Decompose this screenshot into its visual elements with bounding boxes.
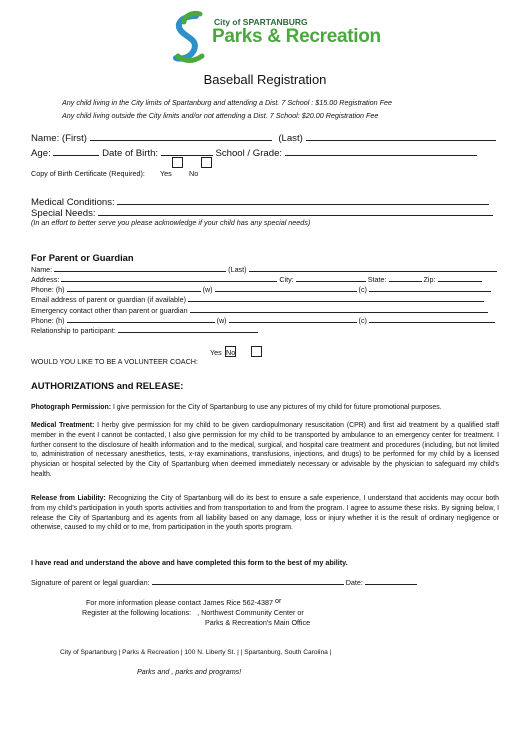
register-text: Register at the following locations: xyxy=(82,608,192,617)
photo-permission-paragraph xyxy=(31,403,499,413)
school-label: School / Grade: xyxy=(215,148,283,159)
dob-field[interactable] xyxy=(161,146,213,156)
photo-permission-text: I give permission for the City of Spartanburg to use any pictures of my child for future promotional purposes. xyxy=(112,404,442,411)
zip-field[interactable] xyxy=(438,274,482,282)
special-field[interactable] xyxy=(98,206,493,216)
parent-last-label: (Last) xyxy=(228,265,247,274)
age-field[interactable] xyxy=(53,146,99,156)
phone-row xyxy=(31,284,491,294)
phone-c-label: (c) xyxy=(358,285,367,294)
child-age-row xyxy=(31,146,477,159)
parent-name-row xyxy=(31,264,497,274)
release-liability-label: Release from Liability: xyxy=(31,495,106,502)
phone-h-label: Phone: (h) xyxy=(31,285,65,294)
phone-w-label: (w) xyxy=(202,285,213,294)
emergency-field[interactable] xyxy=(190,305,488,313)
volunteer-no-label: No xyxy=(226,348,236,357)
last-name-field[interactable] xyxy=(306,131,496,141)
auth-heading: AUTHORIZATIONS and RELEASE: xyxy=(31,380,184,391)
parent-name-label: Name: xyxy=(31,265,53,274)
medical-treatment-label: Medical Treatment: xyxy=(31,422,95,429)
relationship-row xyxy=(31,325,258,335)
logo xyxy=(172,10,381,66)
signature-label: Signature of parent or legal guardian: xyxy=(31,578,150,587)
phone-c-field[interactable] xyxy=(369,284,491,292)
parent-first-field[interactable] xyxy=(54,264,226,272)
city-label: City: xyxy=(279,275,294,284)
emergency-row xyxy=(31,305,488,315)
footer-tagline: Parks and , parks and programs! xyxy=(137,667,242,676)
page-title: Baseball Registration xyxy=(203,72,327,87)
email-row xyxy=(31,294,484,304)
volunteer-box-no[interactable] xyxy=(251,346,262,357)
email-field[interactable] xyxy=(188,294,484,302)
birth-cert-yes-label: Yes xyxy=(160,169,172,178)
date-field[interactable] xyxy=(365,577,417,585)
contact-line xyxy=(86,598,281,607)
register-line xyxy=(82,608,304,617)
phone-w-field[interactable] xyxy=(215,284,357,292)
address-field[interactable] xyxy=(61,274,277,282)
zip-label: Zip: xyxy=(423,275,436,284)
special-needs-note: (In an effort to better serve you please acknowledge if your child has any special needs) xyxy=(31,218,311,227)
confirmation-text: I have read and understand the above and have completed this form to the best of my ability. xyxy=(31,558,348,567)
phone-h-field[interactable] xyxy=(67,284,201,292)
last-name-label: (Last) xyxy=(278,133,303,144)
medical-treatment-text: I herby give permission for my child to be given cardiopulmonary resuscitation (CPR) and first aid treatment by a qualified staff member in the event I cannot be contacted, I also give permission for my child to be transported by ambulance to an emergency center for treatment. I further consent to the disclosure of health information and to the medical, surgical, and hospital care treatment and procedures (including, but not limited to, administration of necessary anesthetics, tests, x-ray examinations, transfusions, injections, and drugs) to be performed for my child by a licensed physician or hospital selected by the City of Spartanburg when deemed immediately necessary or advisable by the physician to safeguard my child's health. xyxy=(31,422,499,478)
phone2-h-label: Phone: (h) xyxy=(31,316,65,325)
state-label: State: xyxy=(367,275,387,284)
medical-field[interactable] xyxy=(117,195,489,205)
medical-label: Medical Conditions: xyxy=(31,197,115,208)
fee-inside-text: Any child living in the City limits of Spartanburg and attending a Dist. 7 School : $15.00 Registration Fee xyxy=(62,98,393,107)
relationship-label: Relationship to participant: xyxy=(31,326,116,335)
email-label: Email address of parent or guardian (if available) xyxy=(31,295,187,304)
phone2-row xyxy=(31,315,495,325)
release-liability-paragraph xyxy=(31,494,499,533)
signature-field[interactable] xyxy=(152,577,344,585)
address-label: Address: xyxy=(31,275,60,284)
volunteer-question: WOULD YOU LIKE TO BE A VOLUNTEER COACH: xyxy=(31,357,198,366)
birth-cert-label: Copy of Birth Certificate (Required): xyxy=(31,169,145,178)
city-field[interactable] xyxy=(296,274,366,282)
phone2-c-label: (c) xyxy=(358,316,367,325)
emergency-label: Emergency contact other than parent or guardian xyxy=(31,306,188,315)
footer-address: City of Spartanburg | Parks & Recreation | 100 N. Liberty St. | | Spartanburg, South Carolina | xyxy=(60,649,332,656)
relationship-field[interactable] xyxy=(118,325,258,333)
logo-city-text: City of SPARTANBURG xyxy=(214,17,308,27)
logo-main-text: Parks & Recreation xyxy=(212,26,381,47)
contact-or: or xyxy=(274,596,282,605)
special-label: Special Needs: xyxy=(31,208,96,219)
date-label: Date: xyxy=(345,578,363,587)
contact-text: For more information please contact James Rice 562-4387 xyxy=(86,598,273,607)
parent-heading: For Parent or Guardian xyxy=(31,252,134,263)
birth-cert-no-checkbox[interactable] xyxy=(201,157,212,168)
first-name-label: Name: (First) xyxy=(31,133,87,144)
fee-outside-text: Any child living outside the City limits and/or not attending a Dist. 7 School: $20.00 Registration Fee xyxy=(62,111,379,120)
register-location-1: , Northwest Community Center or xyxy=(197,608,304,617)
dob-label: Date of Birth: xyxy=(102,148,159,159)
child-name-row xyxy=(31,131,496,144)
phone2-h-field[interactable] xyxy=(67,315,215,323)
photo-permission-label: Photograph Permission: xyxy=(31,404,112,411)
phone2-w-field[interactable] xyxy=(229,315,357,323)
first-name-field[interactable] xyxy=(90,131,272,141)
birth-cert-no-label: No xyxy=(189,169,199,178)
release-liability-text: Recognizing the City of Spartanburg will do its best to ensure a safe experience, I understand that accidents may occur both from my child's participation in youth sports activities and from transportation to and from the program. I agree to assume these risks. By signing below, I release the City of Spartanburg and its agents from all liability based on any damage, loss or injury whether it is the result of ordinary negligence or otherwise, caused to my child or to me, from participation in the youth sports program. xyxy=(31,495,499,532)
swoosh-icon xyxy=(172,10,208,66)
phone2-w-label: (w) xyxy=(216,316,227,325)
register-location-2: Parks & Recreation's Main Office xyxy=(205,618,311,627)
state-field[interactable] xyxy=(389,274,422,282)
birth-cert-yes-checkbox[interactable] xyxy=(172,157,183,168)
address-row xyxy=(31,274,482,284)
medical-treatment-paragraph xyxy=(31,421,499,480)
signature-row xyxy=(31,577,417,587)
school-field[interactable] xyxy=(285,146,477,156)
age-label: Age: xyxy=(31,148,51,159)
phone2-c-field[interactable] xyxy=(369,315,495,323)
parent-last-field[interactable] xyxy=(249,264,497,272)
volunteer-yes-label: Yes xyxy=(210,348,222,357)
